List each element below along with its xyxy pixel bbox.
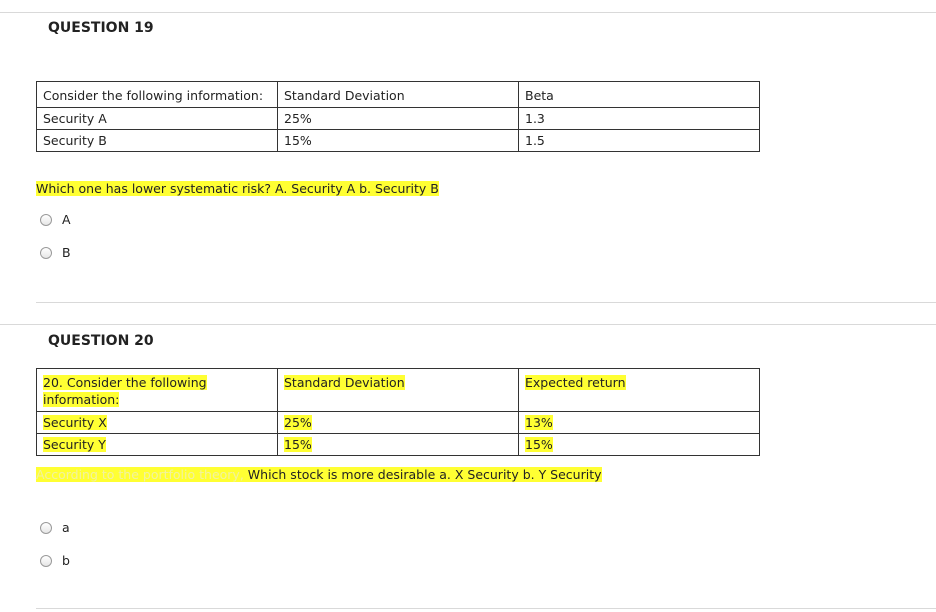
question-19-table	[36, 81, 760, 152]
top-divider	[0, 12, 936, 13]
question-20-prompt	[36, 466, 602, 483]
question-20-bottom-divider	[36, 608, 936, 609]
question-20-prompt-text: Which stock is more desirable a. X Security b. Y Security	[243, 467, 602, 482]
table-header-cell: Standard Deviation	[278, 369, 519, 412]
table-cell: 15%	[278, 434, 519, 456]
radio-button[interactable]	[40, 247, 52, 259]
table-header-cell: 20. Consider the following information:	[37, 369, 278, 412]
answer-option-b[interactable]	[40, 553, 70, 568]
table-row	[37, 108, 760, 130]
table-header-row	[37, 369, 760, 412]
table-row	[37, 412, 760, 434]
table-cell: Security A	[37, 108, 278, 130]
question-19-bottom-divider	[36, 302, 936, 303]
table-cell: 1.3	[519, 108, 760, 130]
answer-option-label: A	[62, 212, 71, 227]
table-header-cell: Expected return	[519, 369, 760, 412]
table-header-cell: Standard Deviation	[278, 82, 519, 108]
radio-button[interactable]	[40, 522, 52, 534]
answer-option-a[interactable]	[40, 520, 70, 535]
table-cell: 13%	[519, 412, 760, 434]
table-cell: 25%	[278, 412, 519, 434]
question-20-table	[36, 368, 760, 456]
table-cell: Security B	[37, 130, 278, 152]
table-header-cell: Beta	[519, 82, 760, 108]
question-19-prompt	[36, 180, 439, 197]
answer-option-label: b	[62, 553, 70, 568]
table-cell: Security X	[37, 412, 278, 434]
table-cell: 15%	[519, 434, 760, 456]
table-cell: 1.5	[519, 130, 760, 152]
answer-option-label: B	[62, 245, 71, 260]
answer-option-A[interactable]	[40, 212, 71, 227]
table-row	[37, 130, 760, 152]
table-cell: Security Y	[37, 434, 278, 456]
table-cell: 25%	[278, 108, 519, 130]
table-cell: 15%	[278, 130, 519, 152]
question-19-title: QUESTION 19	[48, 20, 154, 36]
table-row	[37, 434, 760, 456]
section-divider	[0, 324, 936, 325]
question-20-prompt-faded-text: According to the portfolio theory,	[36, 467, 244, 482]
table-header-cell: Consider the following information:	[37, 82, 278, 108]
answer-option-label: a	[62, 520, 70, 535]
table-header-row	[37, 82, 760, 108]
radio-button[interactable]	[40, 214, 52, 226]
question-19-prompt-text: Which one has lower systematic risk? A. Security A b. Security B	[36, 181, 439, 196]
radio-button[interactable]	[40, 555, 52, 567]
question-20-title: QUESTION 20	[48, 333, 154, 349]
answer-option-B[interactable]	[40, 245, 71, 260]
